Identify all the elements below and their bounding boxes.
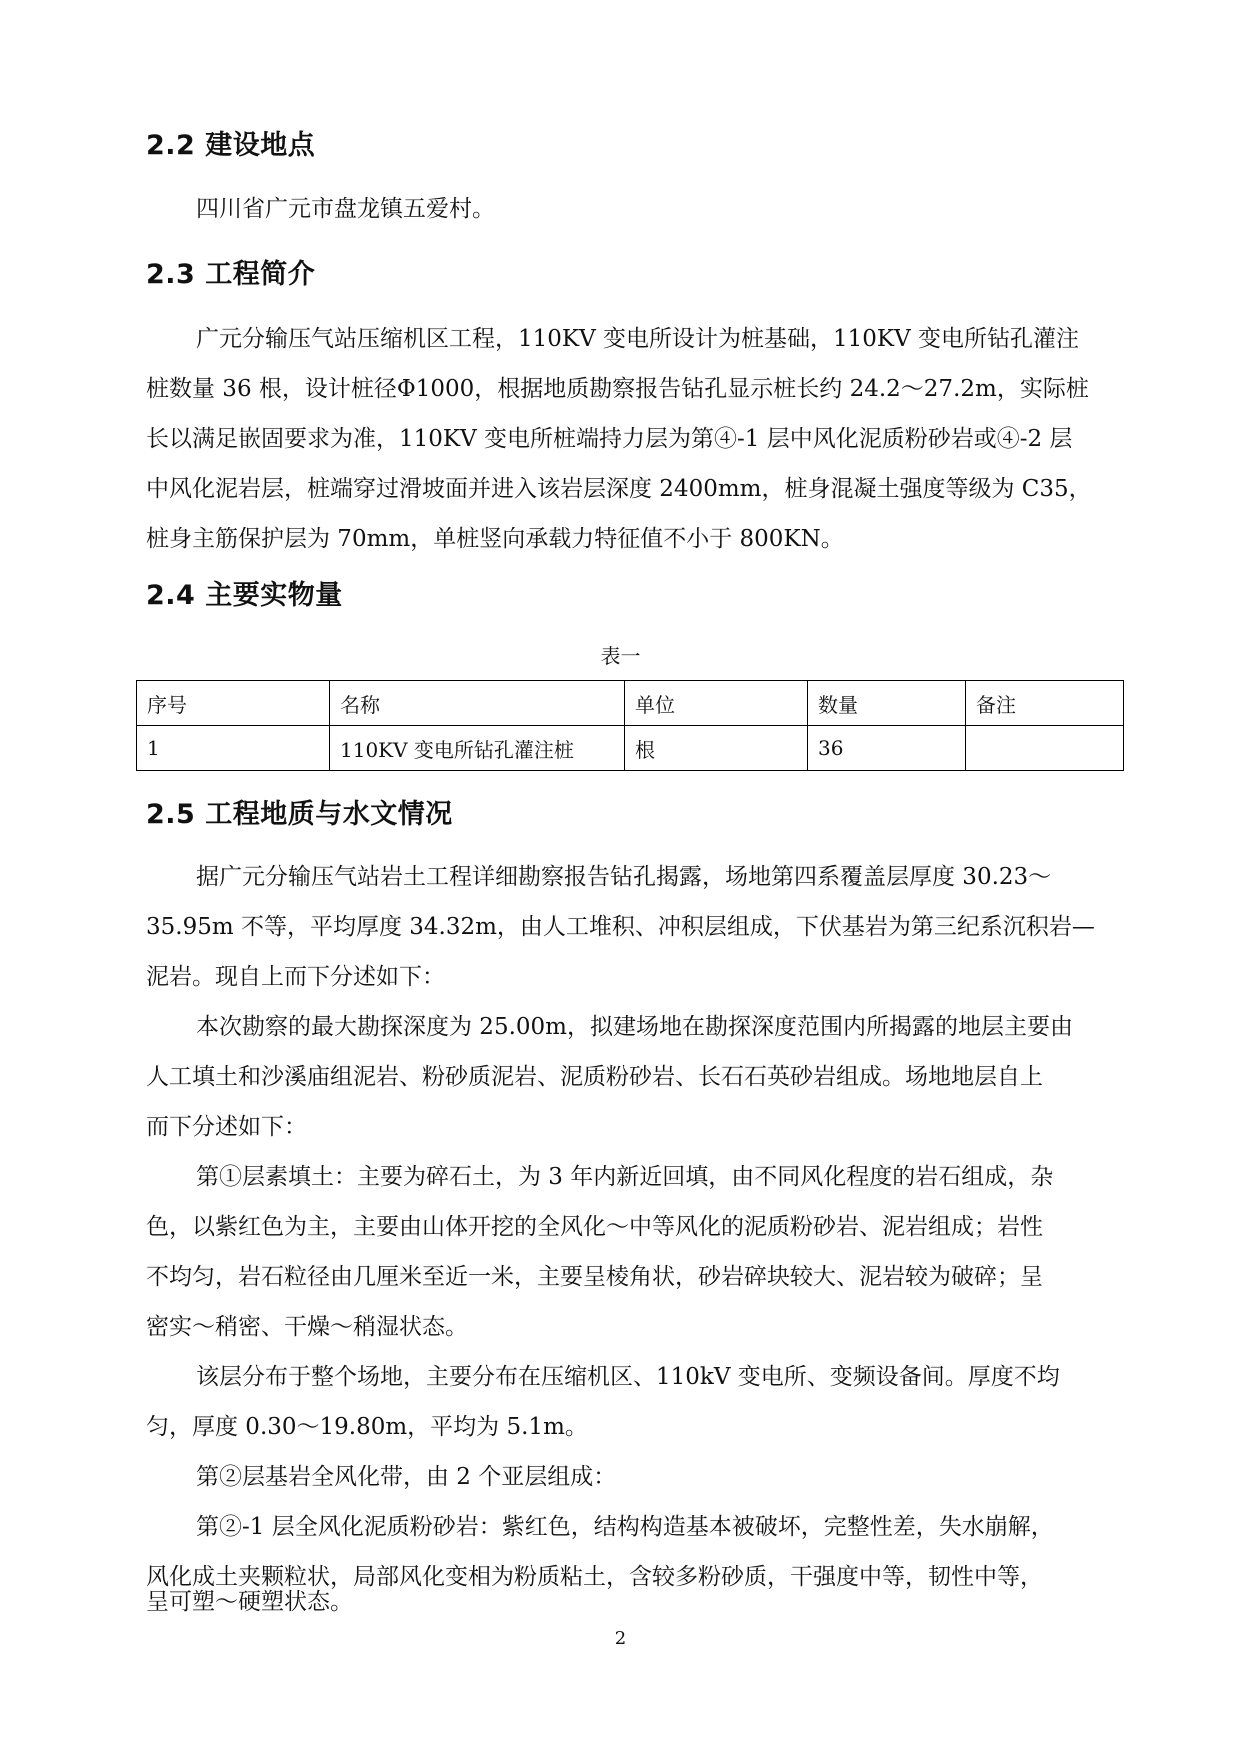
paragraph-line: 风化成土夹颗粒状，局部风化变相为粉质粘土，含较多粉砂质，干强度中等，韧性中等， bbox=[146, 1564, 1043, 1590]
paragraph-line: 四川省广元市盘龙镇五爱村。 bbox=[196, 196, 495, 222]
paragraph-line: 泥岩。现自上而下分述如下： bbox=[146, 964, 445, 990]
paragraph-line: 35.95m 不等，平均厚度 34.32m，由人工堆积、冲积层组成，下伏基岩为第三纪系沉积岩— bbox=[146, 914, 1095, 940]
paragraph-line: 人工填土和沙溪庙组泥岩、粉砂质泥岩、泥质粉砂岩、长石石英砂岩组成。场地地层自上 bbox=[146, 1064, 1043, 1090]
table-header-cell: 序号 bbox=[137, 681, 330, 726]
paragraph-line: 中风化泥岩层，桩端穿过滑坡面并进入该岩层深度 2400mm，桩身混凝土强度等级为 C35， bbox=[146, 476, 1092, 502]
paragraph-line: 长以满足嵌固要求为准，110KV 变电所桩端持力层为第④-1 层中风化泥质粉砂岩或④-2 层 bbox=[146, 426, 1073, 452]
heading-2-4: 2.4 主要实物量 bbox=[146, 580, 343, 611]
table-cell bbox=[966, 726, 1124, 771]
paragraph-line: 而下分述如下： bbox=[146, 1114, 307, 1140]
table-header-cell: 单位 bbox=[625, 681, 808, 726]
table-header-cell: 备注 bbox=[966, 681, 1124, 726]
paragraph-line: 第②-1 层全风化泥质粉砂岩：紫红色，结构构造基本被破坏，完整性差，失水崩解， bbox=[196, 1514, 1054, 1540]
table-cell: 根 bbox=[625, 726, 808, 771]
paragraph-line: 匀，厚度 0.30～19.80m，平均为 5.1m。 bbox=[146, 1414, 588, 1440]
paragraph-line: 不均匀，岩石粒径由几厘米至近一米，主要呈棱角状，砂岩碎块较大、泥岩较为破碎；呈 bbox=[146, 1264, 1043, 1290]
paragraph-line: 呈可塑～硬塑状态。 bbox=[146, 1589, 353, 1615]
table-header-row bbox=[137, 681, 1124, 726]
table-header-cell: 名称 bbox=[330, 681, 625, 726]
paragraph-line: 桩数量 36 根，设计桩径Φ1000，根据地质勘察报告钻孔显示桩长约 24.2～27.2m，实际桩 bbox=[146, 376, 1089, 402]
table-cell: 36 bbox=[808, 726, 966, 771]
heading-2-2: 2.2 建设地点 bbox=[146, 130, 316, 161]
page-number: 2 bbox=[614, 1628, 627, 1649]
paragraph-line: 密实～稍密、干燥～稍湿状态。 bbox=[146, 1314, 468, 1340]
table-caption: 表一 bbox=[600, 644, 641, 668]
paragraph-line: 桩身主筋保护层为 70mm，单桩竖向承载力特征值不小于 800KN。 bbox=[146, 526, 844, 552]
table-header-cell: 数量 bbox=[808, 681, 966, 726]
paragraph-line: 第①层素填土：主要为碎石土，为 3 年内新近回填，由不同风化程度的岩石组成，杂 bbox=[196, 1164, 1054, 1190]
paragraph-line: 广元分输压气站压缩机区工程，110KV 变电所设计为桩基础，110KV 变电所钻孔灌注 bbox=[196, 326, 1080, 352]
table-cell: 1 bbox=[137, 726, 330, 771]
paragraph-line: 据广元分输压气站岩土工程详细勘察报告钻孔揭露，场地第四系覆盖层厚度 30.23～ bbox=[196, 864, 1052, 890]
heading-2-3: 2.3 工程简介 bbox=[146, 259, 316, 290]
table-cell: 110KV 变电所钻孔灌注桩 bbox=[330, 726, 625, 771]
paragraph-line: 第②层基岩全风化带，由 2 个亚层组成： bbox=[196, 1464, 617, 1490]
quantity-table bbox=[136, 680, 1124, 771]
paragraph-line: 色，以紫红色为主，主要由山体开挖的全风化～中等风化的泥质粉砂岩、泥岩组成；岩性 bbox=[146, 1214, 1043, 1240]
heading-2-5: 2.5 工程地质与水文情况 bbox=[146, 799, 453, 830]
table-row bbox=[137, 726, 1124, 771]
paragraph-line: 本次勘察的最大勘探深度为 25.00m，拟建场地在勘探深度范围内所揭露的地层主要由 bbox=[196, 1014, 1073, 1040]
paragraph-line: 该层分布于整个场地，主要分布在压缩机区、110kV 变电所、变频设备间。厚度不均 bbox=[196, 1364, 1060, 1390]
